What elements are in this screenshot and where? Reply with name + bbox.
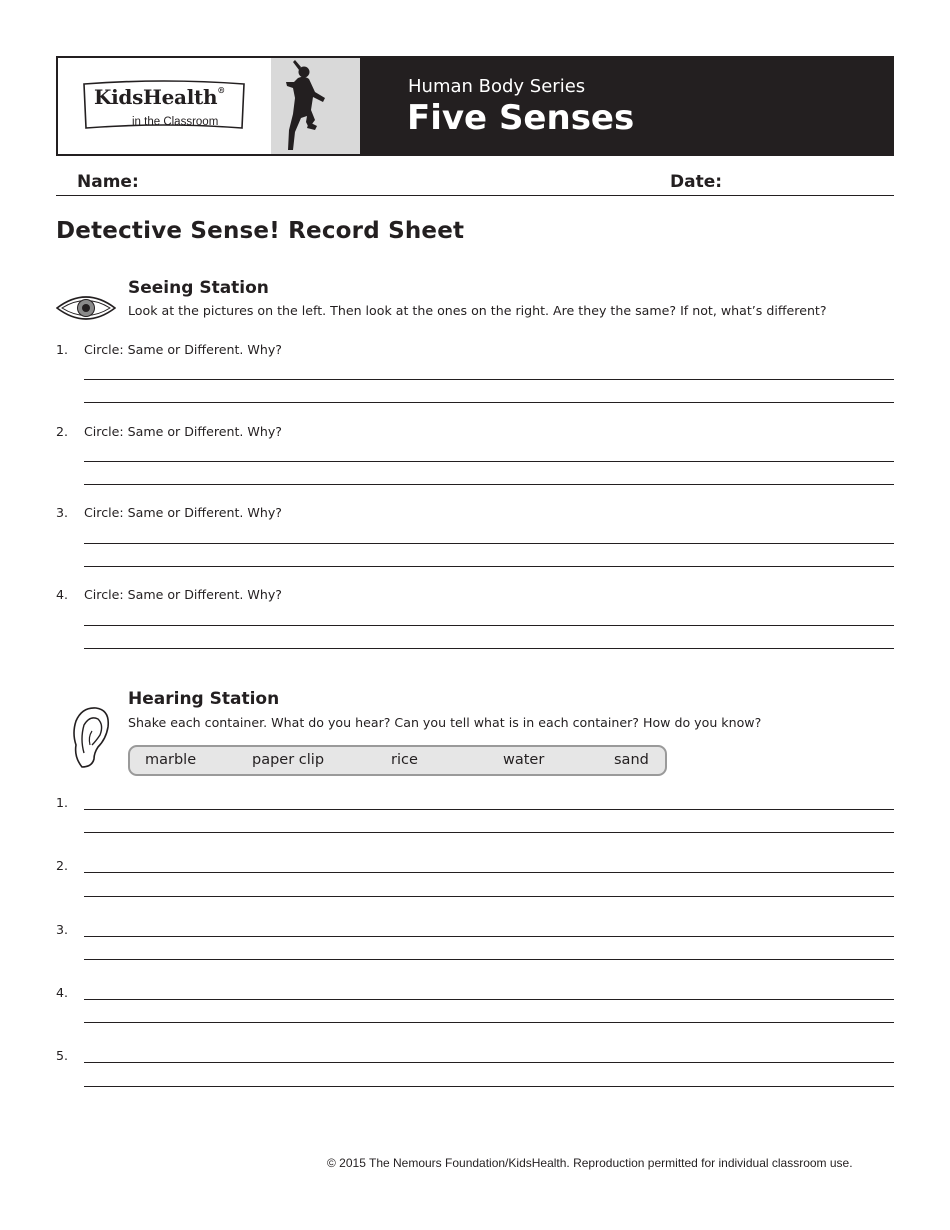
name-date-line bbox=[56, 195, 894, 196]
series-label: Human Body Series bbox=[408, 76, 586, 97]
answer-line[interactable] bbox=[84, 809, 894, 810]
answer-line[interactable] bbox=[84, 936, 894, 937]
seeing-station-title: Seeing Station bbox=[128, 278, 269, 298]
kid-figure-panel bbox=[271, 58, 360, 154]
word-bank-item: marble bbox=[145, 752, 197, 768]
logo-reg-mark: ® bbox=[217, 85, 225, 95]
answer-line[interactable] bbox=[84, 566, 894, 567]
copyright-notice: © 2015 The Nemours Foundation/KidsHealth. Reproduction permitted for individual classroom use. bbox=[327, 1156, 853, 1170]
ear-icon bbox=[70, 705, 112, 769]
question-prompt: Circle: Same or Different. Why? bbox=[84, 505, 282, 520]
answer-line[interactable] bbox=[84, 625, 894, 626]
answer-line[interactable] bbox=[84, 402, 894, 403]
hearing-station-instructions: Shake each container. What do you hear? Can you tell what is in each container? How do you know? bbox=[128, 715, 762, 730]
answer-line[interactable] bbox=[84, 999, 894, 1000]
answer-line[interactable] bbox=[84, 461, 894, 462]
answer-line[interactable] bbox=[84, 1062, 894, 1063]
hearing-station-title: Hearing Station bbox=[128, 689, 280, 709]
eye-icon bbox=[56, 290, 116, 326]
question-number: 3. bbox=[56, 505, 69, 520]
title-panel bbox=[360, 58, 892, 154]
answer-line[interactable] bbox=[84, 959, 894, 960]
answer-line[interactable] bbox=[84, 648, 894, 649]
sheet-title: Detective Sense! Record Sheet bbox=[56, 218, 465, 244]
question-prompt: Circle: Same or Different. Why? bbox=[84, 587, 282, 602]
answer-line[interactable] bbox=[84, 379, 894, 380]
word-bank-item: rice bbox=[391, 752, 418, 768]
answer-line[interactable] bbox=[84, 543, 894, 544]
page-title: Five Senses bbox=[407, 98, 635, 138]
question-number: 1. bbox=[56, 342, 69, 357]
seeing-station-instructions: Look at the pictures on the left. Then look at the ones on the right. Are they the same? If not, what’s different? bbox=[128, 303, 827, 318]
word-bank-item: paper clip bbox=[252, 752, 325, 768]
logo-tagline: in the Classroom bbox=[132, 116, 219, 128]
answer-line[interactable] bbox=[84, 1086, 894, 1087]
question-number: 2. bbox=[56, 424, 69, 439]
answer-line[interactable] bbox=[84, 832, 894, 833]
question-prompt: Circle: Same or Different. Why? bbox=[84, 424, 282, 439]
kidshealth-logo bbox=[80, 80, 248, 132]
answer-number: 2. bbox=[56, 858, 69, 873]
answer-line[interactable] bbox=[84, 872, 894, 873]
word-bank-item: water bbox=[503, 752, 545, 768]
name-label: Name: bbox=[77, 172, 139, 192]
date-label: Date: bbox=[670, 172, 723, 192]
word-bank bbox=[128, 745, 667, 776]
answer-line[interactable] bbox=[84, 484, 894, 485]
jumping-kid-icon bbox=[271, 58, 360, 154]
answer-number: 4. bbox=[56, 985, 69, 1000]
answer-number: 5. bbox=[56, 1048, 69, 1063]
answer-number: 1. bbox=[56, 795, 69, 810]
answer-number: 3. bbox=[56, 922, 69, 937]
question-number: 4. bbox=[56, 587, 69, 602]
answer-line[interactable] bbox=[84, 1022, 894, 1023]
question-prompt: Circle: Same or Different. Why? bbox=[84, 342, 282, 357]
word-bank-item: sand bbox=[614, 752, 649, 768]
answer-line[interactable] bbox=[84, 896, 894, 897]
logo-panel bbox=[58, 58, 273, 154]
header-banner bbox=[56, 56, 894, 156]
logo-brand: KidsHealth bbox=[94, 85, 218, 109]
